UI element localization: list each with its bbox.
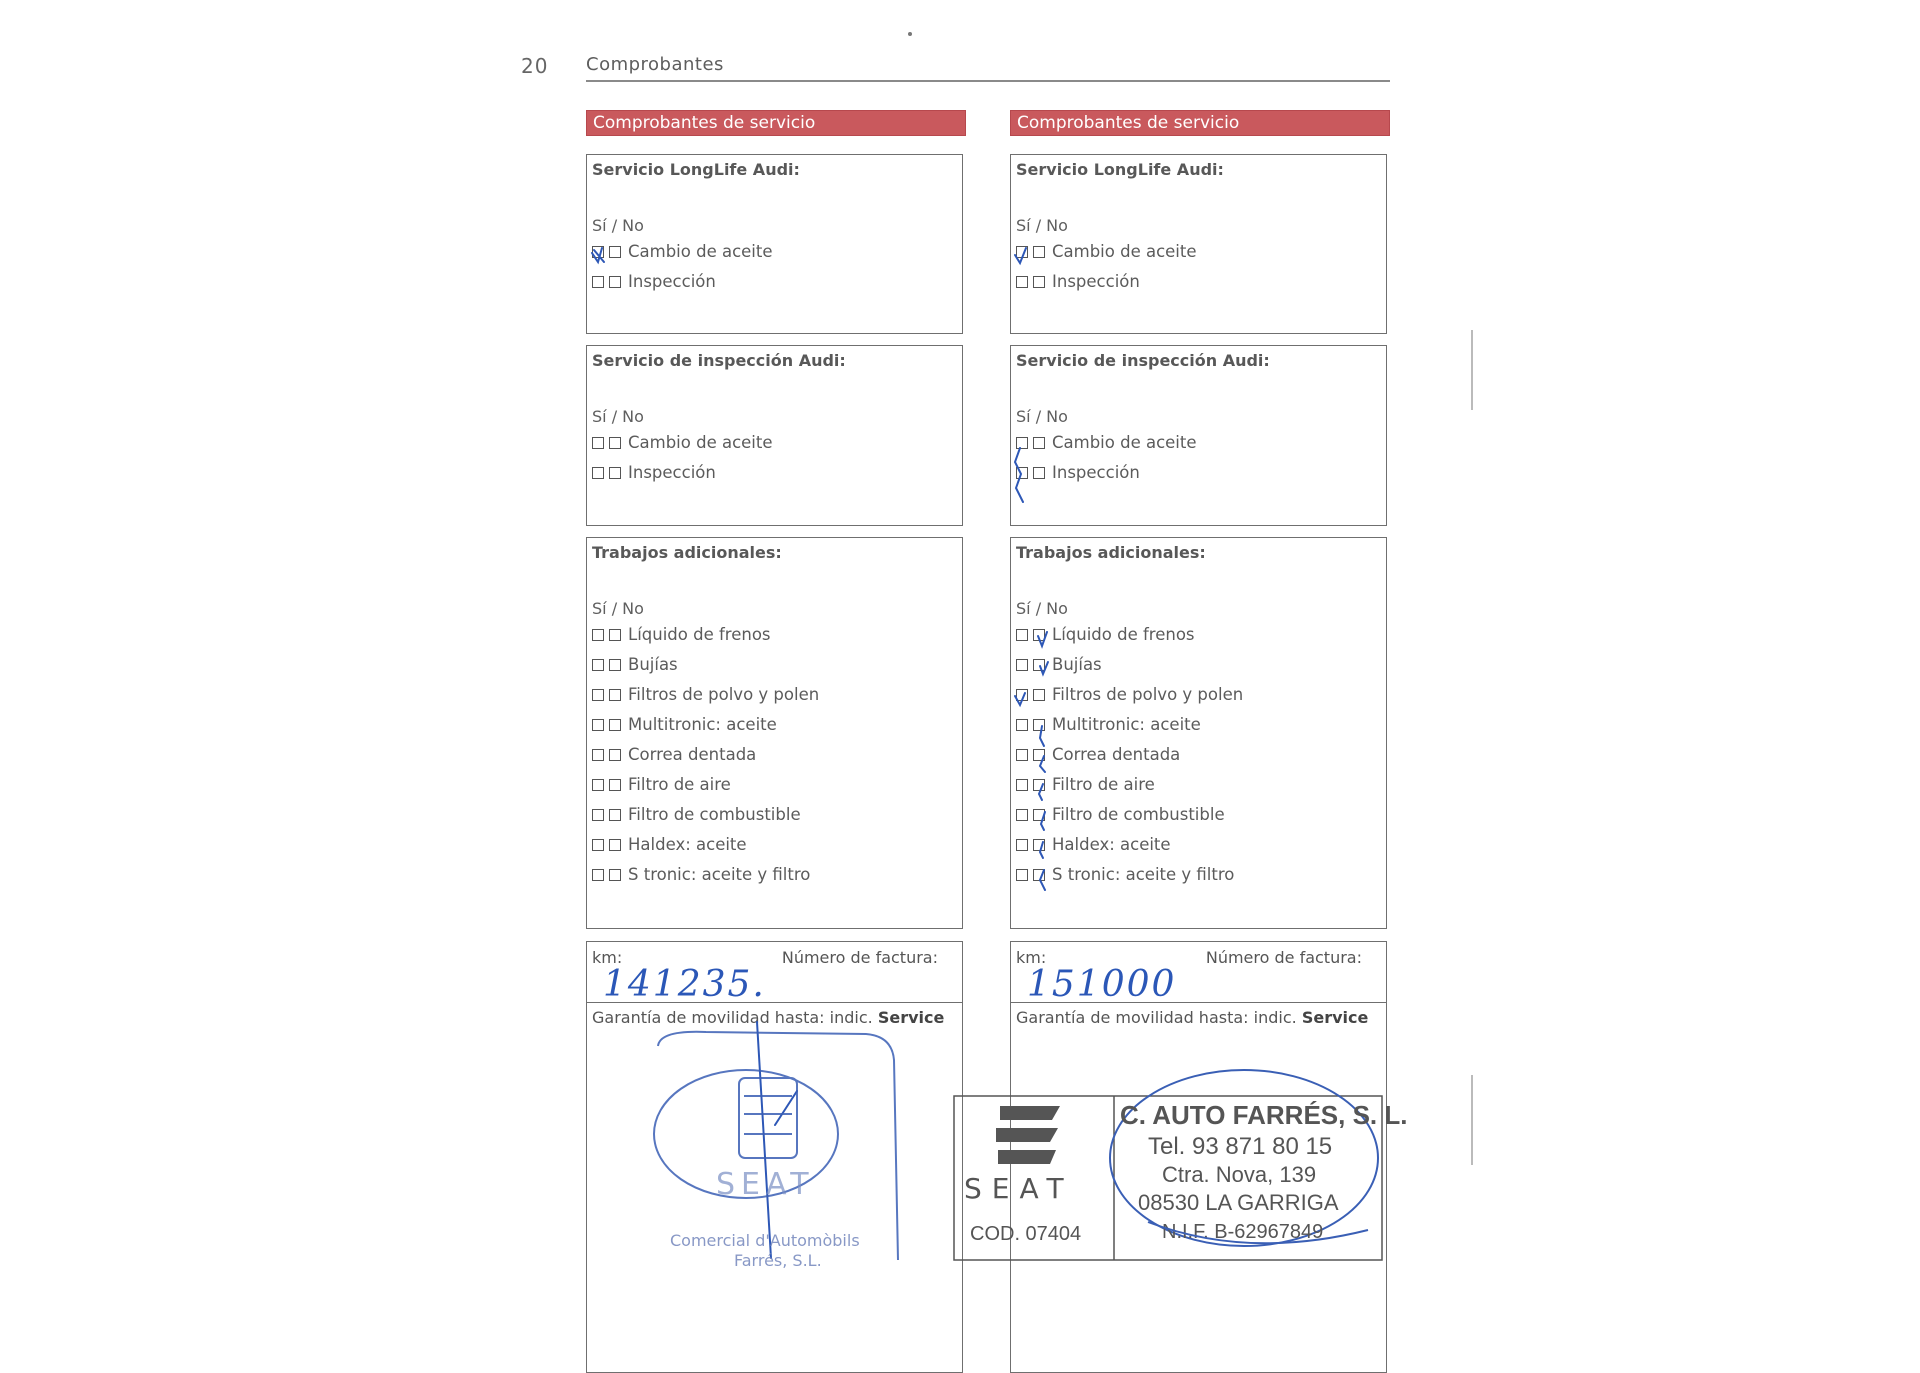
- row-label: Multitronic: aceite: [628, 715, 777, 734]
- stamp-line: Farrés, S.L.: [734, 1251, 822, 1270]
- row-label: Bujías: [1052, 655, 1102, 674]
- stamp-line: 08530 LA GARRIGA: [1138, 1190, 1339, 1215]
- stamp-line: Tel. 93 871 80 15: [1148, 1133, 1333, 1160]
- box-title: Servicio de inspección Audi:: [1016, 351, 1270, 370]
- check-mark: [1041, 812, 1045, 830]
- factura-label: Número de factura:: [1205, 948, 1362, 967]
- check-mark: [1015, 248, 1026, 263]
- garantia-bold: Service: [1301, 1008, 1369, 1027]
- factura-label: Número de factura:: [781, 948, 938, 967]
- check-mark: [1040, 662, 1048, 674]
- row-label: Cambio de aceite: [628, 433, 773, 452]
- box-title: Servicio de inspección Audi:: [592, 351, 846, 370]
- check-mark: [1039, 784, 1043, 800]
- row-label: Inspección: [1052, 463, 1140, 482]
- row-label: Filtro de aire: [1052, 775, 1155, 794]
- check-mark: [592, 248, 604, 262]
- seat-logo-icon: [996, 1106, 1060, 1164]
- garantia-text: Garantía de movilidad hasta: indic.: [1016, 1008, 1297, 1027]
- section-banner: Comprobantes de servicio: [586, 110, 966, 136]
- stamp-line: N.I.F. B-62967849: [1162, 1221, 1324, 1243]
- row-label: Filtro de combustible: [628, 805, 801, 824]
- si-no-header: Sí / No: [592, 216, 644, 235]
- row-label: Correa dentada: [628, 745, 757, 764]
- stamp-brand: SEAT: [964, 1172, 1074, 1205]
- stamp-brand: SEAT: [716, 1167, 815, 1202]
- check-mark: [1015, 693, 1025, 705]
- box-title: Trabajos adicionales:: [592, 543, 782, 562]
- si-no-header: Sí / No: [1016, 216, 1068, 235]
- scan-edge-mark: [1471, 330, 1473, 410]
- km-label: km:: [592, 948, 623, 967]
- si-no-header: Sí / No: [592, 407, 644, 426]
- row-label: Líquido de frenos: [628, 625, 771, 644]
- check-mark: [1040, 842, 1043, 858]
- check-mark: [1040, 870, 1045, 890]
- row-label: Cambio de aceite: [628, 242, 773, 261]
- row-label: Correa dentada: [1052, 745, 1181, 764]
- check-mark: [1040, 756, 1045, 772]
- row-label: Inspección: [1052, 272, 1140, 291]
- km-label: km:: [1016, 948, 1047, 967]
- check-mark: [1040, 726, 1044, 746]
- row-label: Inspección: [628, 272, 716, 291]
- page-title: Comprobantes: [586, 54, 724, 75]
- row-label: Filtro de aire: [628, 775, 731, 794]
- stamp-code: COD. 07404: [970, 1223, 1082, 1245]
- row-label: Inspección: [628, 463, 716, 482]
- section-banner: Comprobantes de servicio: [1010, 110, 1390, 136]
- si-no-header: Sí / No: [1016, 407, 1068, 426]
- row-label: Cambio de aceite: [1052, 433, 1197, 452]
- stamp-line: Comercial d'Automòbils: [670, 1231, 860, 1250]
- row-label: Multitronic: aceite: [1052, 715, 1201, 734]
- row-label: Filtro de combustible: [1052, 805, 1225, 824]
- si-no-header: Sí / No: [1016, 599, 1068, 618]
- row-label: Líquido de frenos: [1052, 625, 1195, 644]
- km-handwritten-value[interactable]: 141235.: [603, 964, 766, 1005]
- scan-edge-mark: [1471, 1075, 1473, 1165]
- row-label: Haldex: aceite: [1052, 835, 1171, 854]
- check-mark: [1015, 448, 1023, 502]
- row-label: Filtros de polvo y polen: [628, 685, 820, 704]
- row-label: S tronic: aceite y filtro: [628, 865, 811, 884]
- garantia-text: Garantía de movilidad hasta: indic.: [592, 1008, 873, 1027]
- si-no-header: Sí / No: [592, 599, 644, 618]
- stamp-line: C. AUTO FARRÉS, S. L.: [1120, 1100, 1408, 1130]
- row-label: Filtros de polvo y polen: [1052, 685, 1244, 704]
- km-handwritten-value[interactable]: 151000: [1027, 964, 1177, 1005]
- check-mark: [1038, 632, 1047, 646]
- garantia-bold: Service: [877, 1008, 945, 1027]
- row-label: S tronic: aceite y filtro: [1052, 865, 1235, 884]
- dealer-stamp-right: [948, 1062, 1408, 1260]
- box-title: Trabajos adicionales:: [1016, 543, 1206, 562]
- box-title: Servicio LongLife Audi:: [592, 160, 800, 179]
- row-label: Bujías: [628, 655, 678, 674]
- stamp-line: Ctra. Nova, 139: [1162, 1162, 1317, 1187]
- dealer-stamp-left: [646, 1030, 906, 1270]
- box-title: Servicio LongLife Audi:: [1016, 160, 1224, 179]
- page-number: 20: [521, 54, 549, 78]
- row-label: Cambio de aceite: [1052, 242, 1197, 261]
- row-label: Haldex: aceite: [628, 835, 747, 854]
